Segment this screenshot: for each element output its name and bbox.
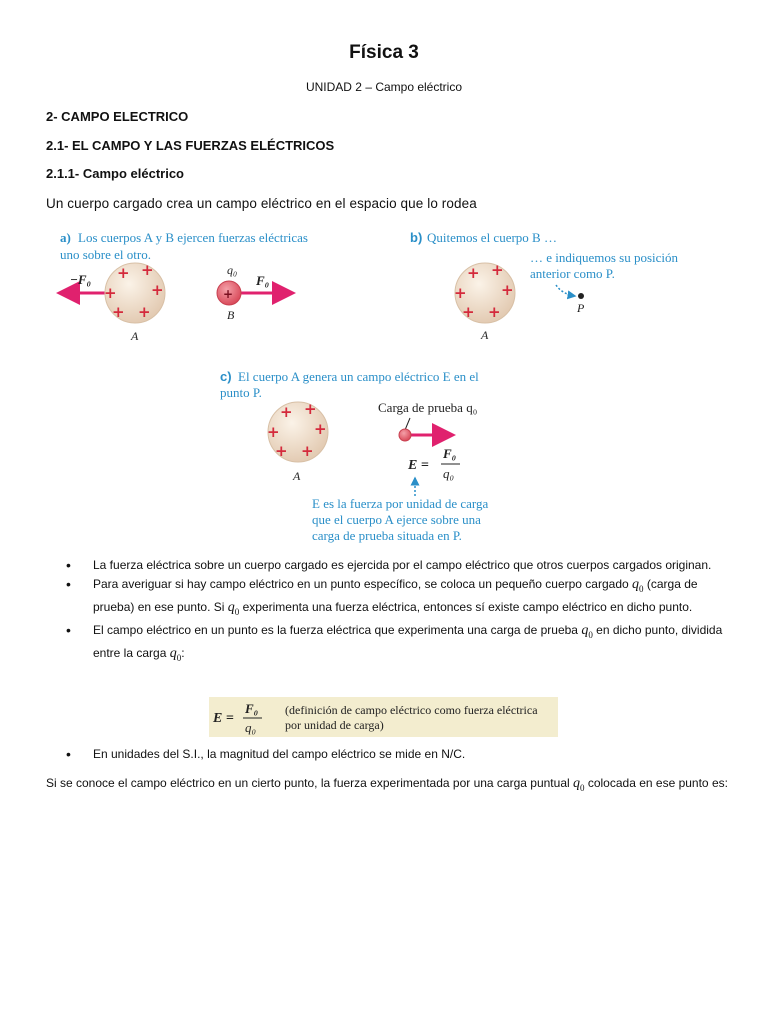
plus-sign: + xyxy=(454,284,467,302)
plus-sign: + xyxy=(314,420,327,438)
heading-section: 2- CAMPO ELECTRICO xyxy=(46,109,189,124)
plus-sign: + xyxy=(112,303,125,321)
intro-paragraph: Un cuerpo cargado crea un campo eléctrico en el espacio que lo rodea xyxy=(46,196,477,211)
panel-b-caption-2: … e indiquemos su posición xyxy=(530,250,679,265)
field-eq-den: q₀ xyxy=(443,466,455,481)
plus-sign: + xyxy=(141,261,154,279)
bullet-dot: • xyxy=(66,746,71,762)
plus-sign: + xyxy=(280,403,293,421)
plus-sign: + xyxy=(462,303,475,321)
bullet-text: en dicho punto, dividida entre la carga xyxy=(93,623,723,661)
test-charge-pointer xyxy=(405,418,410,430)
q0-symbol: $q_0$ xyxy=(573,776,585,793)
heading-subsubsection: 2.1.1- Campo eléctrico xyxy=(46,166,184,181)
plus-sign: + xyxy=(267,423,280,441)
plus-sign: + xyxy=(138,303,151,321)
formula-desc-1: (definición de campo eléctrico como fuerza eléctrica xyxy=(285,703,538,717)
plus-sign: + xyxy=(151,281,164,299)
plus-sign: + xyxy=(117,264,130,282)
bullet-list xyxy=(66,556,726,668)
test-charge-label: Carga de prueba q₀ xyxy=(378,400,478,415)
panel-b-tag: b) xyxy=(410,230,423,245)
closing-paragraph xyxy=(46,774,736,798)
body-b-label: B xyxy=(227,308,235,322)
bullet-list-2 xyxy=(66,745,726,764)
plus-sign: + xyxy=(488,303,501,321)
formula-den: q₀ xyxy=(245,720,257,735)
pointer-to-p xyxy=(556,285,575,296)
heading-subsection: 2.1- EL CAMPO Y LAS FUERZAS ELÉCTRICOS xyxy=(46,138,335,153)
point-p xyxy=(578,293,584,299)
bullet-dot: • xyxy=(66,622,71,639)
closing-text: Si se conoce el campo eléctrico en un cierto punto, la fuerza experimentada por una carga puntual xyxy=(46,776,570,790)
plus-sign: + xyxy=(467,264,480,282)
body-a-label: A xyxy=(131,329,139,343)
body-a-label-b: A xyxy=(481,328,489,342)
electric-field-figure xyxy=(0,220,768,550)
bullet-text: (carga de prueba) en ese punto. Si xyxy=(93,576,698,614)
test-charge-dot xyxy=(399,429,411,441)
plus-sign: + xyxy=(304,400,317,418)
panel-c-tag: c) xyxy=(220,369,232,384)
plus-sign: + xyxy=(275,442,288,460)
formula-num: F₀ xyxy=(245,701,259,716)
plus-sign: + xyxy=(104,284,117,302)
q0-symbol: $q_0$ xyxy=(581,623,593,640)
q0-symbol: $q_0$ xyxy=(169,646,182,664)
bullet-dot: • xyxy=(66,557,71,573)
bullet-text: : xyxy=(181,646,185,661)
body-a-label-c: A xyxy=(293,469,301,483)
q0-symbol: $q_0$ xyxy=(227,599,240,617)
plus-sign: + xyxy=(301,442,314,460)
bullet-text: En unidades del S.I., la magnitud del campo eléctrico se mide en N/C. xyxy=(93,747,466,761)
field-eq-lhs: E = xyxy=(408,458,429,473)
bullet-text: El campo eléctrico en un punto es la fuerza eléctrica que experimenta una carga de prueba xyxy=(93,623,578,638)
plus-sign: + xyxy=(491,261,504,279)
formula-lhs: E = xyxy=(213,711,234,726)
formula-desc-2: por unidad de carga) xyxy=(285,718,384,732)
field-note-2: que el cuerpo A ejerce sobre una xyxy=(312,512,481,527)
panel-c-caption-1: El cuerpo A genera un campo eléctrico E en el xyxy=(238,369,479,384)
panel-c-caption-2: punto P. xyxy=(220,385,262,400)
field-definition-formula xyxy=(209,697,558,737)
closing-text: colocada en ese punto es: xyxy=(587,776,728,790)
list-item xyxy=(66,575,726,622)
panel-a-caption-2: uno sobre el otro. xyxy=(60,247,151,262)
list-item xyxy=(66,745,726,764)
page-title: Física 3 xyxy=(349,42,419,63)
field-note-1: E es la fuerza por unidad de carga xyxy=(312,496,489,511)
field-eq-num: F₀ xyxy=(443,446,457,461)
force-label-pos: F₀ xyxy=(256,273,270,288)
panel-a-tag: a) xyxy=(60,230,71,245)
panel-a-caption-1: Los cuerpos A y B ejercen fuerzas eléctricas xyxy=(78,230,308,245)
q0-label: q₀ xyxy=(227,263,238,277)
bullet-text: experimenta una fuerza eléctrica, entonces sí existe campo eléctrico en dicho punto. xyxy=(242,599,693,614)
list-item xyxy=(66,621,726,668)
force-label-neg: −F₀ xyxy=(70,272,92,287)
panel-b-caption-3: anterior como P. xyxy=(530,266,615,281)
bullet-text: La fuerza eléctrica sobre un cuerpo cargado es ejercida por el campo eléctrico que otros cuerpos cargados originan. xyxy=(93,558,712,572)
bullet-text: Para averiguar si hay campo eléctrico en un punto específico, se coloca un pequeño cuerpo cargado xyxy=(93,576,629,591)
plus-sign: + xyxy=(501,281,514,299)
panel-b-caption-1: Quitemos el cuerpo B … xyxy=(427,230,557,245)
field-note-3: carga de prueba situada en P. xyxy=(312,528,462,543)
page-subtitle: UNIDAD 2 – Campo eléctrico xyxy=(305,80,463,94)
formula-graphic xyxy=(209,697,558,737)
point-p-label: P xyxy=(577,301,585,315)
list-item xyxy=(66,556,726,575)
plus-sign: + xyxy=(223,287,234,301)
q0-symbol: $q_0$ xyxy=(632,576,644,594)
bullet-dot: • xyxy=(66,575,71,592)
